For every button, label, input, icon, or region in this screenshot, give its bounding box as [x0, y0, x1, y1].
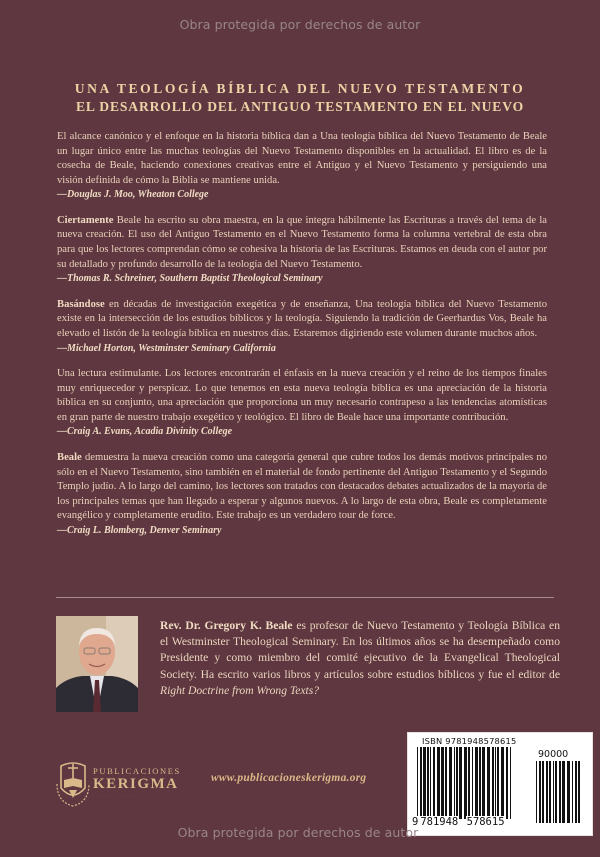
author-photo: [56, 616, 138, 712]
addon-bars: [536, 761, 584, 823]
endorsement: [57, 214, 547, 286]
barcode-bar: [559, 761, 561, 823]
title-line-2: EL DESARROLLO DEL ANTIGUO TESTAMENTO EN EL NUEVO: [75, 99, 525, 114]
barcode-bar: [542, 761, 544, 823]
author-book-title: Right Doctrine from Wrong Texts?: [160, 683, 320, 697]
barcode-bar: [423, 747, 426, 819]
logo-kerigma: KERIGMA: [93, 776, 179, 792]
barcode-bar: [567, 761, 570, 823]
barcode-bar: [417, 747, 418, 819]
barcode-bar: [482, 747, 485, 819]
barcode-bar: [487, 747, 490, 819]
barcode-bar: [464, 747, 467, 819]
digit-group-1: 781948: [420, 816, 459, 828]
endorsement-attribution: —Thomas R. Schreiner, Southern Baptist Theological Seminary: [57, 273, 323, 285]
section-divider: [56, 597, 554, 598]
endorsement-text: demuestra la nueva creación como una categoría general que cubre todos los demás motivos principales no sólo en el Nuevo Testamento, sino también en el material de fondo pertinente del Antiguo Testamento y el Segundo Templo judío. A lo largo del camino, los lectores son tratados con destacados debates actualizados de la mayoría de los principales temas que han llegado a esperar y algunos nuevos. A lo largo de esta obra, Beale es completamente evangélico y completamente erudito. Este trabajo es un verdadero tour de force.: [57, 451, 547, 522]
author-bio: [160, 618, 560, 699]
barcode-bar: [536, 761, 537, 823]
barcode-bar: [454, 747, 455, 819]
endorsement-text: Una lectura estimulante. Los lectores encontrarán el énfasis en la nueva creación y el reino de los tiempos finales muy enriquecedor y perspicaz. Lo que tenemos en esta nueva teología bíblica es una apreciación de la historia bíblica en su conjunto, una apreciación que proporciona un muy necesario contrapeso a las tendencias atomísticas en gran parte de nuestro trabajo exegético y teológico. El libro de Beale hace una importante contribución.: [57, 368, 547, 423]
kerigma-emblem-icon: [55, 758, 91, 810]
barcode-bar: [492, 747, 494, 819]
title-line-1: UNA TEOLOGÍA BÍBLICA DEL NUEVO TESTAMENTO: [74, 81, 526, 96]
ean13-bars: [417, 747, 513, 819]
barcode-bar: [420, 747, 422, 819]
barcode-bar: [459, 747, 462, 819]
endorsement-text: en décadas de investigación exegética y de enseñanza, Una teología bíblica del Nuevo Testamento existe en la intersección de los estudios bíblicos y la teología. Siguiendo la tradición de Geerhardus Vos, Beale ha elevado el listón de la teología bíblica en nuestros días. Estaremos digiriendo este volumen durante muchos años.: [57, 298, 547, 339]
barcode-bar: [575, 761, 577, 823]
barcode-bar: [427, 747, 429, 819]
barcode-bar: [445, 747, 447, 819]
endorsement-lead: Ciertamente: [57, 214, 114, 226]
digit-lead: 9: [412, 816, 419, 828]
price-code: 90000: [538, 749, 569, 760]
copyright-watermark-top: Obra protegida por derechos de autor: [179, 17, 421, 32]
barcode-bar: [456, 747, 458, 819]
copyright-watermark-bottom: Obra protegida por derechos de autor: [177, 825, 419, 840]
barcode-bar: [549, 761, 551, 823]
author-bio-text: es profesor de Nuevo Testamento y Teología Bíblica en el Westminster Theological Seminary. En los últimos años se ha desempeñado como Presidente y como miembro del comité ejecutivo de la Evangelical Theological Society. Ha escrito varios libros y artículos sobre estudios bíblicos y fue el editor de: [160, 619, 560, 681]
publisher-website[interactable]: www.publicacioneskerigma.org: [211, 772, 367, 784]
author-portrait-icon: [56, 616, 138, 712]
digit-group-2: 578615: [466, 816, 505, 828]
endorsement-lead: Basándose: [57, 298, 105, 310]
barcode-bar: [495, 747, 496, 819]
endorsement-attribution: —Douglas J. Moo, Wheaton College: [57, 189, 209, 201]
barcode-bar: [472, 747, 473, 819]
endorsement-lead: Beale: [57, 451, 82, 463]
barcode-bar: [539, 761, 541, 823]
barcode-bar: [578, 761, 580, 823]
endorsement-attribution: —Craig A. Evans, Acadia Divinity College: [57, 426, 233, 438]
isbn-label: ISBN 9781948578615: [422, 736, 517, 746]
logo-tagline: · · · · · · · · · ·: [93, 793, 137, 798]
barcode-bar: [553, 761, 554, 823]
endorsement: [57, 367, 547, 439]
logo-publicaciones: PUBLICACIONES: [93, 766, 181, 776]
barcode-bar: [430, 747, 431, 819]
barcode-bar: [501, 747, 504, 819]
endorsement-attribution: —Craig L. Blomberg, Denver Seminary: [57, 524, 222, 536]
endorsement: [57, 130, 547, 202]
author-name: Rev. Dr. Gregory K. Beale: [160, 619, 293, 632]
barcode-bar: [572, 761, 573, 823]
endorsement: [57, 298, 547, 356]
barcode-bar: [555, 761, 557, 823]
barcode-bar: [506, 747, 508, 819]
barcode-bar: [449, 747, 452, 819]
endorsement-attribution: —Michael Horton, Westminster Seminary California: [57, 342, 276, 354]
barcode-bar: [475, 747, 478, 819]
barcode-bar: [433, 747, 435, 819]
barcode-bar: [562, 761, 565, 823]
endorsement: [57, 451, 547, 538]
book-titles: [50, 80, 550, 116]
barcode-bar: [497, 747, 499, 819]
endorsement-text: Beale ha escrito su obra maestra, en la que integra hábilmente las Escrituras a través del tema de la nueva creación. El uso del Antiguo Testamento en el Nuevo Testamento forma la columna vertebral de esta obra para que los lectores comprendan cómo se cohesiva la historia de las Escrituras. Estamos en deuda con el autor por su detallado y profundo desarrollo de la teología del Nuevo Testamento.: [57, 214, 547, 270]
publisher-logo: [55, 758, 180, 810]
endorsement-text: El alcance canónico y el enfoque en la historia bíblica dan a Una teología bíblica del Nuevo Testamento de Beale un lugar único entre las muchas teologías del Nuevo Testamento disponibles en la actualidad. El libro es de la cosecha de Beale, haciendo conexiones creativas entre el Antiguo y el Nuevo Testamento y persiguiendo una visión definida de cómo la Biblia se mantiene unida.: [57, 131, 547, 186]
endorsements: [57, 130, 547, 549]
barcode-bar: [468, 747, 470, 819]
barcode-bar: [546, 761, 548, 823]
barcode-bar: [441, 747, 444, 819]
barcode-bar: [510, 747, 511, 819]
barcode-bar: [479, 747, 481, 819]
barcode-bar: [437, 747, 440, 819]
isbn-barcode: [407, 732, 593, 836]
